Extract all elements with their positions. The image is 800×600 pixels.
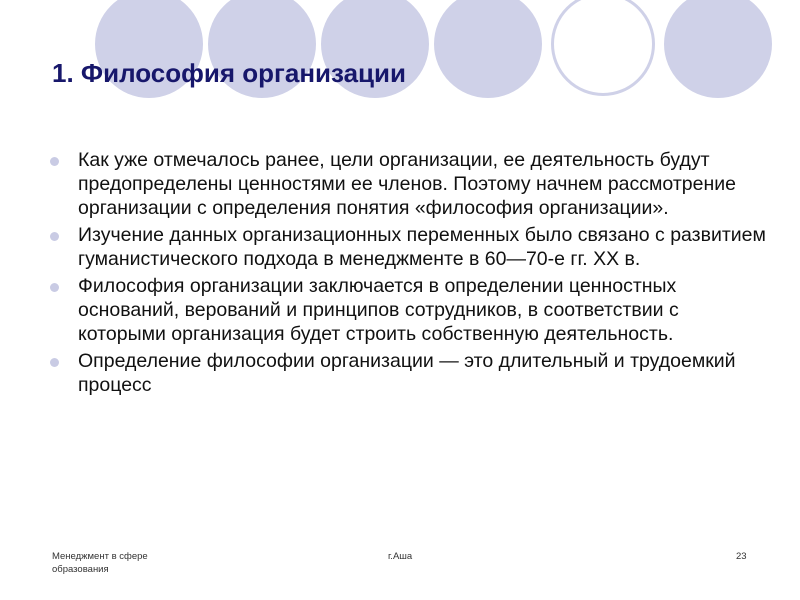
bullet-dot-icon	[50, 232, 59, 241]
footer-course-name: Менеджмент в сфере образования	[52, 551, 148, 575]
bullet-dot-icon	[50, 157, 59, 166]
bullet-item	[48, 274, 768, 346]
bullet-text: Изучение данных организационных переменных было связано с развитием гуманистического подхода в менеджменте в 60—70-е гг. XX в.	[78, 224, 766, 270]
bullet-dot-icon	[50, 283, 59, 292]
bullet-text: Определение философии организации — это длительный и трудоемкий процесс	[78, 350, 736, 396]
decorative-circle-4	[434, 0, 542, 98]
bullet-item	[48, 349, 768, 397]
footer-location: г.Аша	[388, 551, 413, 562]
footer-page-number: 23	[736, 551, 747, 562]
bullet-text: Как уже отмечалось ранее, цели организации, ее деятельность будут предопределены ценностями ее членов. Поэтому начнем рассмотрение организации с определения понятия «философия организации».	[78, 149, 736, 219]
bullet-dot-icon	[50, 358, 59, 367]
bullet-item	[48, 223, 768, 271]
decorative-circle-6	[664, 0, 772, 98]
bullet-list	[48, 148, 768, 400]
bullet-text: Философия организации заключается в определении ценностных оснований, верований и принципов сотрудников, в соответствии с которыми организация будет строить собственную деятельность.	[78, 275, 679, 345]
slide-title: 1. Философия организации	[52, 58, 406, 88]
decorative-circle-5	[551, 0, 655, 96]
bullet-item	[48, 148, 768, 220]
